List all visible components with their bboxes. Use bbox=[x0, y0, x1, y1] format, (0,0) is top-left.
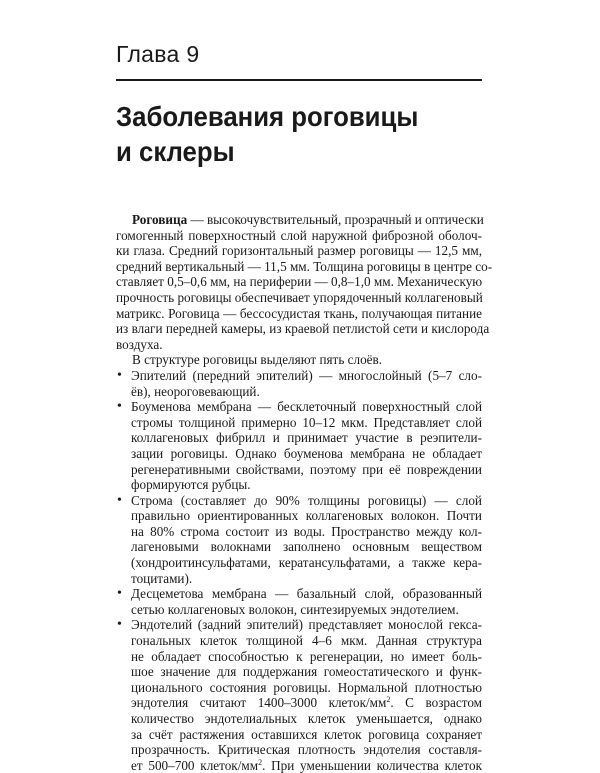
chapter-label: Глава 9 bbox=[116, 41, 200, 67]
intro-line: прочность роговицы обеспечивает упорядоченный коллагеновый bbox=[116, 289, 483, 305]
list-item-epithelium: • Эпителий (передний эпителий) — многослойный (5–7 сло- bbox=[116, 368, 482, 384]
list-item-line: тоцитами). bbox=[131, 570, 193, 586]
list-item-line: прозрачность. Критическая плотность эндотелия составля- bbox=[131, 742, 482, 758]
superscript: 2 bbox=[386, 695, 391, 705]
list-item-line: коллагеновых фибрилл и принимает участие в реэпители- bbox=[131, 430, 482, 446]
chapter-title-line: Заболевания роговицы bbox=[116, 101, 419, 132]
list-item-line: сетью коллагеновых волокон, синтезируемых эндотелием. bbox=[131, 601, 459, 617]
intro-line: воздуха. bbox=[116, 336, 163, 352]
intro-line: Роговица — высокочувствительный, прозрачный и оптически bbox=[132, 212, 484, 227]
list-item-line: ционального состояния роговицы. Нормальной плотностью bbox=[131, 679, 482, 695]
list-item-line: количество эндотелиальных клеток уменьшается, однако bbox=[131, 711, 482, 726]
list-item-line: правильно ориентированных коллагеновых волокон. Почти bbox=[131, 508, 482, 524]
intro-line: из влаги передней камеры, из краевой петлистой сети и кислорода bbox=[116, 321, 490, 337]
intro-line: средний вертикальный — 11,5 мм. Толщина роговицы в центре со- bbox=[116, 258, 493, 274]
list-item-line: формируются рубцы. bbox=[131, 477, 251, 493]
list-item-endothelium: • Эндотелий (задний эпителий) представляет монослой гекса- bbox=[116, 617, 482, 633]
layers-intro: В структуре роговицы выделяют пять слоёв. bbox=[132, 352, 383, 368]
list-item-line: (хондроитинсульфатами, кератансульфатами, а также кера- bbox=[131, 555, 482, 571]
list-item-line: регенеративными свойствами, поэтому при её повреждении bbox=[131, 461, 482, 477]
list-item-line: стромы толщиной примерно 10–12 мкм. Представляет слой bbox=[131, 414, 482, 430]
list-item-descemet: • Десцеметова мембрана — базальный слой, образованный bbox=[116, 586, 482, 602]
chapter-rule bbox=[116, 79, 482, 81]
list-item-line: ёв), неороговевающий. bbox=[131, 383, 260, 399]
list-item-line: гональных клеток толщиной 4–6 мкм. Данная структура bbox=[131, 633, 482, 649]
intro-line: ставляет 0,5–0,6 мм, на периферии — 0,8–1,0 мм. Механическую bbox=[116, 274, 483, 290]
superscript: 2 bbox=[258, 757, 263, 767]
term-cornea: Роговица bbox=[132, 212, 188, 227]
list-item-line: не обладает способностью к регенерации, но имеет боль- bbox=[131, 648, 482, 664]
list-item-line: шое значение для поддержания гомеостатического и функ- bbox=[131, 664, 482, 680]
list-item-bowman: • Боуменова мембрана — бесклеточный поверхностный слой bbox=[116, 399, 482, 415]
chapter-title-line: и склеры bbox=[116, 136, 235, 167]
list-item-line: лагеновыми волокнами заполнено основным веществом bbox=[131, 539, 482, 555]
list-item-line: зации роговицы. Однако боуменова мембрана не обладает bbox=[131, 445, 482, 461]
list-item-stroma: • Строма (составляет до 90% толщины роговицы) — слой bbox=[116, 493, 482, 509]
intro-line: матрикс. Роговица — бессосудистая ткань, получающая питание bbox=[116, 305, 482, 321]
intro-line: гомогенный поверхностный слой наружной фиброзной оболоч- bbox=[116, 227, 482, 243]
intro-line: ки глаза. Средний горизонтальный размер роговицы — 12,5 мм, bbox=[116, 243, 482, 259]
chapter-title bbox=[116, 99, 466, 169]
list-item-line: ет 500–700 клеток/$мм^2$. При уменьшении количества клеток bbox=[131, 757, 483, 773]
body-text bbox=[116, 212, 493, 773]
list-item-line: эндотелия считают 1400–3000 клеток/$мм^2$. С возрастом bbox=[131, 695, 483, 711]
list-item-line: за счёт растяжения оставшихся клеток роговица сохраняет bbox=[131, 726, 482, 742]
list-item-line: на 80% строма состоит из воды. Пространство между кол- bbox=[131, 523, 482, 539]
